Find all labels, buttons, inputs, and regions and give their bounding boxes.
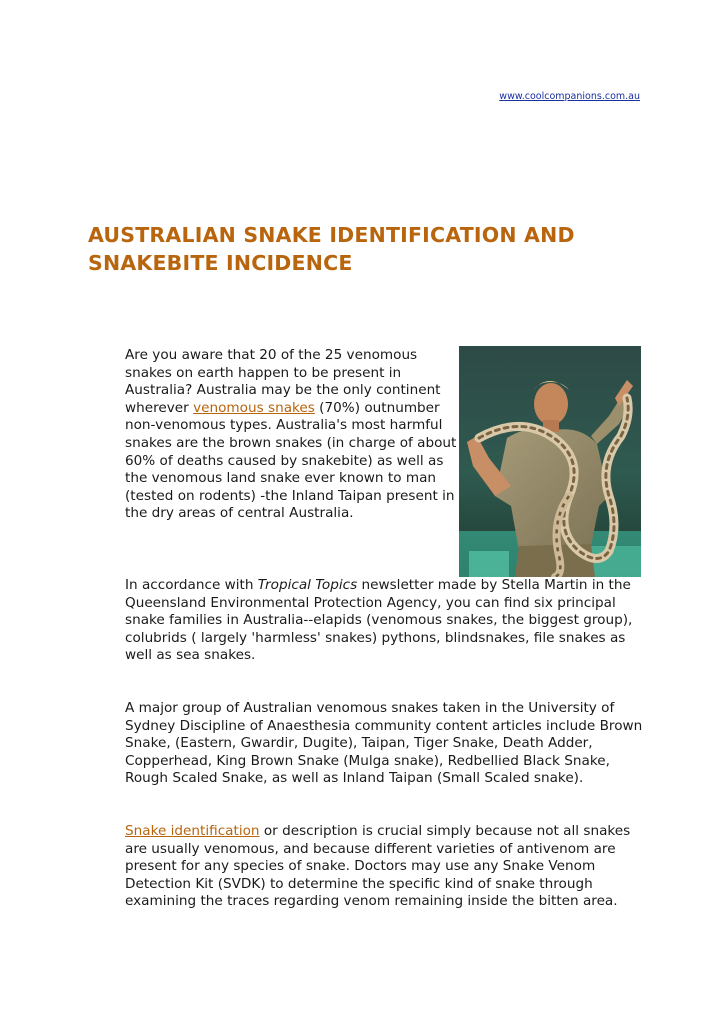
paragraph-snake-identification — [125, 823, 650, 911]
venomous-snakes-link[interactable]: venomous snakes — [193, 399, 315, 416]
p1-text-after: (70%) outnumber non-venomous types. Australia's most harmful snakes are the brown snakes (in charge of about 60% of deaths caused by snakebite) as well as the venomous land snake ever known to man (tested on rodents) -the Inland Taipan present in the dry areas of central Australia. — [125, 399, 457, 522]
p2-text-before: In accordance with — [125, 577, 258, 593]
p1-text-before: Are you aware that 20 of the 25 venomous snakes on earth happen to be present in Australia? Australia may be the only continent wherever — [125, 347, 441, 416]
tropical-topics-title: Tropical Topics — [257, 577, 358, 593]
title-line-2: SNAKEBITE INCIDENCE — [88, 251, 353, 275]
page-title — [88, 221, 648, 277]
p4-text-after: or description is crucial simply because not all snakes are usually venomous, and because different varieties of antivenom are present for any species of snake. Doctors may use any Snake Venom Detection Kit (SVDK) to determine the specific kind of snake through examining the traces regarding venom remaining inside the bitten area. — [125, 823, 631, 910]
paragraph-venomous-species-list: A major group of Australian venomous snakes taken in the University of Sydney Discipline of Anaesthesia community content articles include Brown Snake, (Eastern, Gwardir, Dugite), Taipan, Tiger Snake, Death Adder, Copperhead, King Brown Snake (Mulga snake), Redbellied Black Snake, Rough Scaled Snake, as well as Inland Taipan (Small Scaled snake). — [125, 700, 643, 787]
snake-identification-link[interactable]: Snake identification — [125, 823, 260, 839]
title-line-1: AUSTRALIAN SNAKE IDENTIFICATION AND — [88, 223, 575, 247]
paragraph-snake-families — [125, 577, 650, 665]
site-url-link[interactable]: www.coolcompanions.com.au — [499, 91, 640, 102]
paragraph-venomous-snakes — [125, 347, 459, 523]
p2-text-after: newsletter made by Stella Martin in the Queensland Environmental Protection Agency, you can find six principal snake families in Australia--elapids (venomous snakes, the biggest group), colubrids ( largely 'harmless' snakes) pythons, blindsnakes, file snakes as well as sea snakes. — [125, 577, 633, 664]
man-holding-snake-photo — [459, 346, 641, 577]
